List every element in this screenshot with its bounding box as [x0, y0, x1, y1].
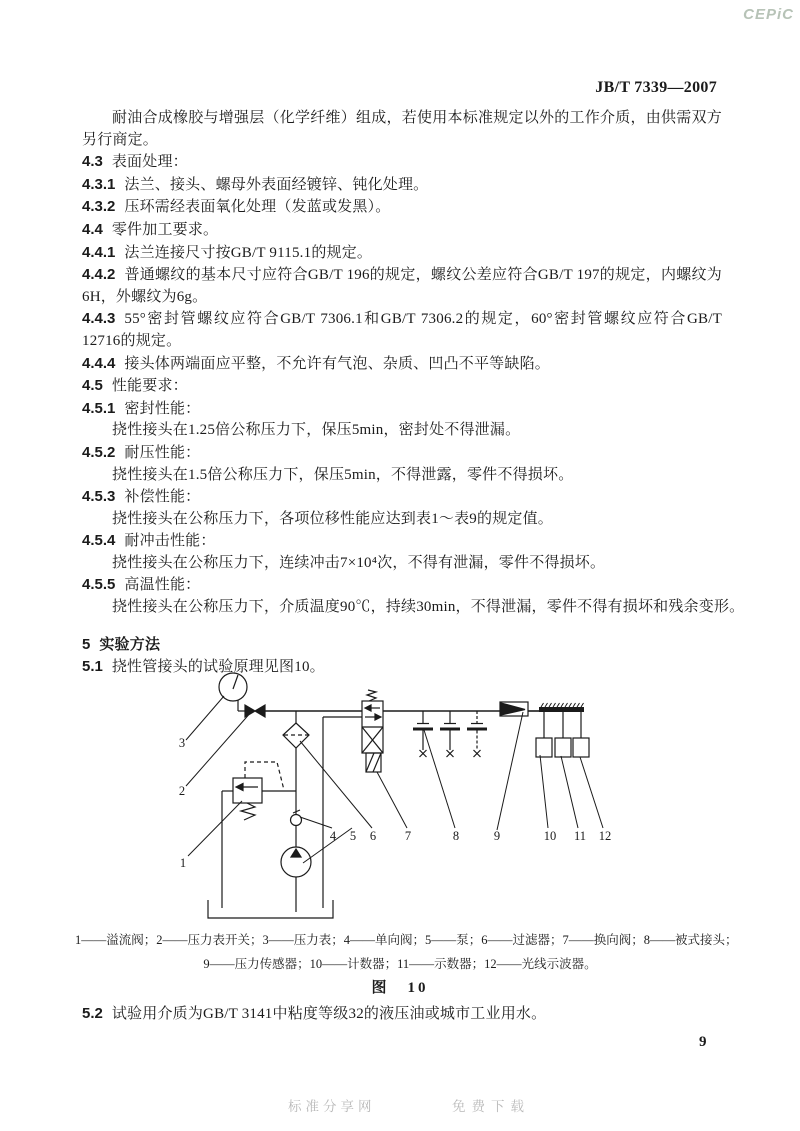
test-joint-symbols	[413, 711, 487, 757]
svg-text:3: 3	[178, 736, 186, 750]
clause-4-5-2-body: 挠性接头在1.5倍公称压力下，保压5min，不得泄露，零件不得损坏。	[112, 466, 574, 483]
svg-text:7: 7	[404, 829, 412, 843]
svg-text:8: 8	[452, 829, 460, 843]
page-number: 9	[699, 1034, 707, 1050]
svg-text:4: 4	[329, 829, 337, 843]
standard-code: JB/T 7339—2007	[595, 79, 717, 96]
clause-4-3: 4.3 表面处理：	[82, 153, 188, 171]
cepic-logo: CEPiC	[743, 6, 794, 23]
clause-4-4-3: 4.4.3 55°密封管螺纹应符合GB/T 7306.1和GB/T 7306.2的规定，60°密封管螺纹应符合GB/T 12716的规定。	[82, 310, 722, 349]
filter-symbol	[283, 711, 309, 814]
pump-symbol	[281, 847, 311, 912]
instrument-bus	[539, 703, 584, 738]
section-5-heading: 5 实验方法	[82, 635, 161, 653]
leader-lines	[186, 696, 603, 863]
svg-text:11: 11	[573, 829, 587, 843]
svg-text:9: 9	[493, 829, 501, 843]
paragraph: 耐油合成橡胶与增强层（化学纤维）组成，若使用本标准规定以外的工作介质，由供需双方另行商定。	[82, 110, 722, 148]
clause-4-3-1: 4.3.1 法兰、接头、螺母外表面经镀锌、钝化处理。	[82, 175, 429, 193]
svg-text:6: 6	[369, 829, 377, 843]
clause-4-5-4-body: 挠性接头在公称压力下，连续冲击7×10⁴次，不得有泄漏，零件不得损坏。	[112, 554, 606, 571]
figure-caption: 图 10	[371, 980, 429, 996]
tank-symbol	[208, 900, 333, 918]
instrument-boxes	[536, 738, 589, 757]
clause-5-2: 5.2 试验用介质为GB/T 3141中粘度等级32的液压油或城市工业用水。	[82, 1005, 547, 1022]
clause-text-block	[82, 108, 745, 679]
clause-4-5-1-body: 挠性接头在1.25倍公称压力下，保压5min，密封处不得泄漏。	[112, 422, 521, 439]
figure-10-diagram	[170, 664, 640, 930]
figure-legend	[75, 928, 738, 976]
clause-4-5-1: 4.5.1 密封性能：	[82, 399, 201, 417]
clause-4-5-5-body: 挠性接头在公称压力下，介质温度90℃，持续30min，不得泄漏，零件不得有损坏和残余变形。	[112, 599, 745, 616]
footer-site-watermark: 标准分享网	[288, 1099, 376, 1114]
svg-text:10: 10	[543, 829, 557, 843]
svg-text:12: 12	[598, 829, 612, 843]
svg-text:5: 5	[349, 829, 357, 843]
clause-4-4: 4.4 零件加工要求。	[82, 220, 219, 238]
clause-4-5-3: 4.5.3 补偿性能：	[82, 488, 201, 506]
clause-4-4-2: 4.4.2 普通螺纹的基本尺寸应符合GB/T 196的规定，螺纹公差应符合GB/T 197的规定，内螺纹为6H，外螺纹为6g。	[82, 266, 722, 305]
directional-valve-symbol	[362, 690, 383, 772]
svg-text:1: 1	[179, 856, 187, 870]
clause-4-5: 4.5 性能要求：	[82, 377, 188, 395]
clause-5-1: 5.1 挠性管接头的试验原理见图10。	[82, 658, 325, 676]
clause-4-4-1: 4.4.1 法兰连接尺寸按GB/T 9115.1的规定。	[82, 243, 373, 261]
clause-4-5-3-body: 挠性接头在公称压力下，各项位移性能应达到表1～表9的规定值。	[112, 510, 554, 527]
clause-4-4-4: 4.4.4 接头体两端面应平整，不允许有气泡、杂质、凹凸不平等缺陷。	[82, 354, 550, 372]
return-line	[323, 717, 362, 908]
clause-4-3-2: 4.3.2 压环需经表面氧化处理（发蓝或发黑）。	[82, 198, 391, 216]
check-valve-symbol	[291, 810, 302, 847]
footer-download-watermark: 免费下载	[452, 1099, 530, 1114]
clause-4-5-2: 4.5.2 耐压性能：	[82, 443, 201, 461]
relief-valve-symbol	[222, 762, 296, 908]
legend-line-1: 1——溢流阀；2——压力表开关；3——压力表；4——单向阀；5——泵；6——过滤器；7——换向阀；8——被式接头；	[75, 933, 738, 947]
legend-line-2: 9——压力传感器；10——计数器；11——示数器；12——光线示波器。	[203, 957, 597, 971]
pressure-sensor-symbol	[500, 702, 528, 716]
clause-4-5-5: 4.5.5 高温性能：	[82, 576, 201, 594]
svg-text:2: 2	[178, 784, 186, 798]
pressure-gauge-symbol	[219, 673, 247, 711]
hydraulic-test-schematic	[170, 664, 640, 930]
clause-4-5-4: 4.5.4 耐冲击性能：	[82, 532, 216, 550]
